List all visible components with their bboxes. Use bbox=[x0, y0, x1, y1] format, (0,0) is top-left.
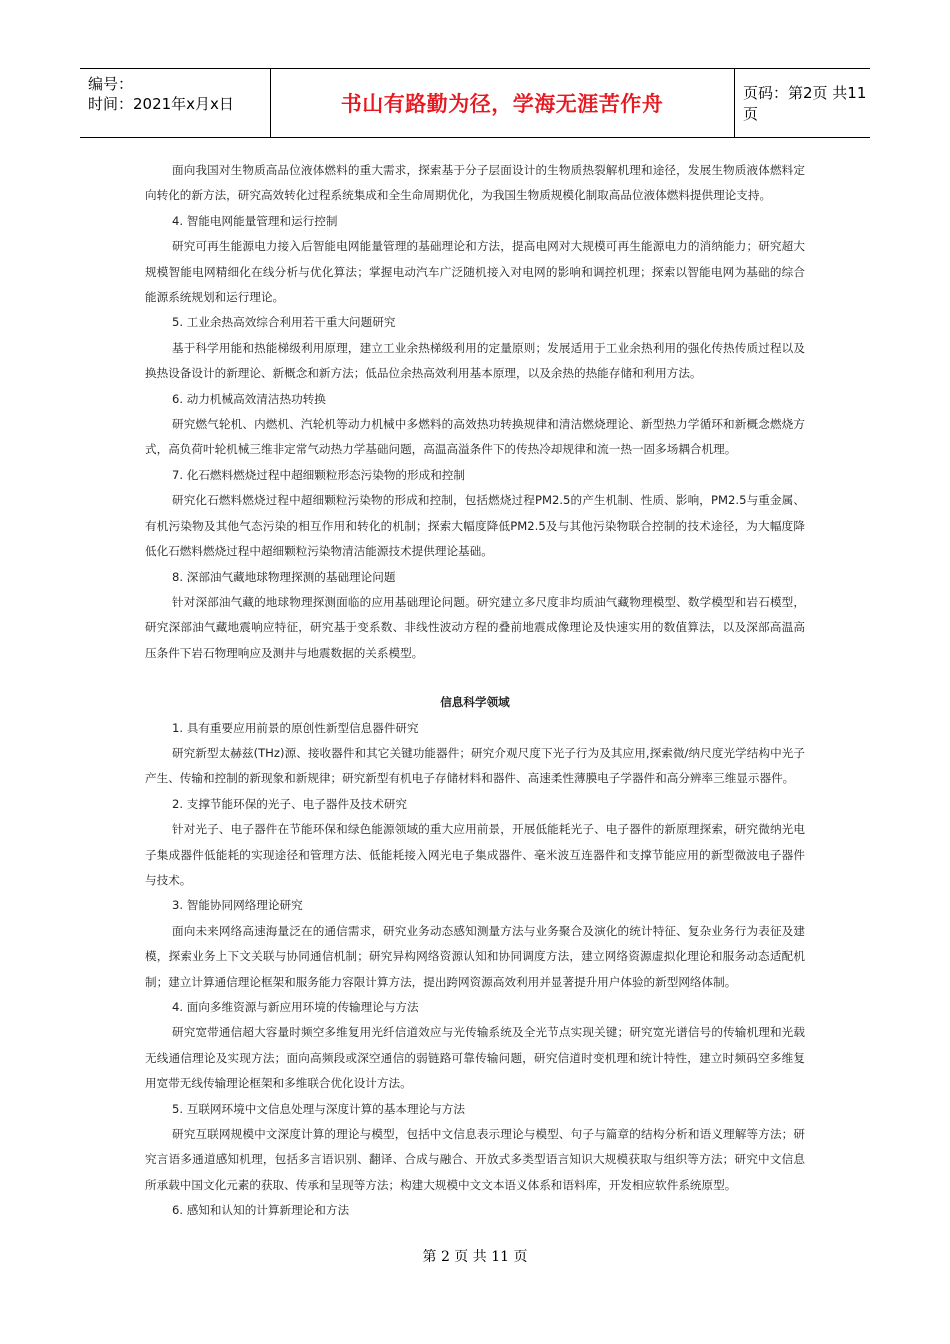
section-item-heading: 4. 面向多维资源与新应用环境的传输理论与方法 bbox=[172, 1000, 419, 1014]
body-paragraph: 研究可再生能源电力接入后智能电网能量管理的基础理论和方法，提高电网对大规模可再生能源电力的消纳能力；研究超大规模智能电网精细化在线分析与优化算法；掌握电动汽车广泛随机接入对电网的影响和调控机理；探索以智能电网为基础的综合能源系统规划和运行理论。 bbox=[145, 239, 805, 305]
header-motto: 书山有路勤为径，学海无涯苦作舟 bbox=[270, 69, 735, 137]
section-title: 信息科学领域 bbox=[440, 695, 510, 710]
document-date: 时间：2021年x月x日 bbox=[88, 95, 234, 113]
section-item-heading: 8. 深部油气藏地球物理探测的基础理论问题 bbox=[172, 569, 396, 584]
body-paragraph: 针对深部油气藏的地球物理探测面临的应用基础理论问题。研究建立多尺度非均质油气藏物理模型、数学模型和岩石模型，研究深部油气藏地震响应特征，研究基于变系数、非线性波动方程的叠前地震成像理论及快速实用的数值算法，以及深部高温高压条件下岩石物理响应及测井与地震数据的关系模型。 bbox=[145, 594, 805, 660]
document-body bbox=[145, 158, 805, 1224]
section-item-heading: 7. 化石燃料燃烧过程中超细颗粒形态污染物的形成和控制 bbox=[172, 467, 465, 482]
body-paragraph: 基于科学用能和热能梯级利用原理，建立工业余热梯级利用的定量原则；发展适用于工业余热利用的强化传热传质过程以及换热设备设计的新理论、新概念和新方法；低品位余热高效利用基本原理，以及余热的热能存储和利用方法。 bbox=[145, 340, 805, 381]
page-footer: 第 2 页 共 11 页 bbox=[422, 1249, 528, 1265]
section-item-heading: 6. 动力机械高效清洁热功转换 bbox=[172, 391, 326, 406]
body-paragraph: 针对光子、电子器件在节能环保和绿色能源领域的重大应用前景，开展低能耗光子、电子器件的新原理探索，研究微纳光电子集成器件低能耗的实现途径和管理方法、低能耗接入网光电子集成器件、毫米波互连器件和支撑节能应用的新型微波电子器件与技术。 bbox=[145, 822, 805, 887]
header-meta bbox=[80, 69, 271, 137]
body-paragraph: 研究互联网规模中文深度计算的理论与模型，包括中文信息表示理论与模型、句子与篇章的结构分析和语义理解等方法；研究言语多通道感知机理，包括多言语识别、翻译、合成与融合、开放式多类型语言知识大规模获取与组织等方法；研究中文信息所承载中国文化元素的获取、传承和呈现等方法；构建大规模中文文本语义体系和语料库，开发相应软件系统原型。 bbox=[145, 1127, 805, 1192]
section-item-heading: 5. 工业余热高效综合利用若干重大问题研究 bbox=[172, 315, 396, 330]
document-number: 编号： bbox=[88, 75, 134, 93]
section-item-heading: 1. 具有重要应用前景的原创性新型信息器件研究 bbox=[172, 720, 419, 735]
body-paragraph: 研究宽带通信超大容量时频空多维复用光纤信道效应与光传输系统及全光节点实现关键；研究宽光谱信号的传输机理和光载无线通信理论及实现方法；面向高频段或深空通信的弱链路可靠传输问题，研究信道时变机理和统计特性，建立时频码空多维复用宽带无线传输理论框架和多维联合优化设计方法。 bbox=[145, 1025, 805, 1091]
page-header bbox=[80, 68, 870, 138]
section-item-heading: 3. 智能协同网络理论研究 bbox=[172, 898, 303, 913]
body-paragraph: 研究新型太赫兹(THz)源、接收器件和其它关键功能器件；研究介观尺度下光子行为及其应用,探索微/纳尺度光学结构中光子产生、传输和控制的新现象和新规律；研究新型有机电子存储材料和器件、高速柔性薄膜电子学器件和高分辨率三维显示器件。 bbox=[145, 745, 805, 786]
section-item-heading: 6. 感知和认知的计算新理论和方法 bbox=[172, 1203, 350, 1218]
section-item-heading: 4. 智能电网能量管理和运行控制 bbox=[172, 213, 338, 228]
header-page-indicator: 页码：第2页 共11页 bbox=[743, 84, 867, 123]
body-paragraph: 面向未来网络高速海量泛在的通信需求，研究业务动态感知测量方法与业务聚合及演化的统计特征、复杂业务行为表征及建模，探索业务上下文关联与协同通信机制；研究异构网络资源认知和协同调度方法，建立网络资源虚拟化理论和服务动态适配机制；建立计算通信理论框架和服务能力容限计算方法，提出跨网资源高效利用并显著提升用户体验的新型网络体制。 bbox=[145, 923, 805, 989]
body-paragraph: 面向我国对生物质高品位液体燃料的重大需求，探索基于分子层面设计的生物质热裂解机理和途径，发展生物质液体燃料定向转化的新方法，研究高效转化过程系统集成和全生命周期优化，为我国生物质规模化制取高品位液体燃料提供理论支持。 bbox=[145, 163, 805, 203]
section-item-heading: 5. 互联网环境中文信息处理与深度计算的基本理论与方法 bbox=[172, 1101, 465, 1116]
body-paragraph: 研究燃气轮机、内燃机、汽轮机等动力机械中多燃料的高效热功转换规律和清洁燃烧理论、新型热力学循环和新概念燃烧方式，高负荷叶轮机械三维非定常气动热力学基础问题，高温高溢条件下的传热冷却规律和流一热一固多场耦合机理。 bbox=[145, 417, 805, 457]
section-item-heading: 2. 支撑节能环保的光子、电子器件及技术研究 bbox=[172, 796, 408, 811]
body-paragraph: 研究化石燃料燃烧过程中超细颗粒污染物的形成和控制，包括燃烧过程PM2.5的产生机制、性质、影响，PM2.5与重金属、有机污染物及其他气态污染的相互作用和转化的机制；探索大幅度降低PM2.5及与其他污染物联合控制的技术途径，为大幅度降低化石燃料燃烧过程中超细颗粒污染物清洁能源技术提供理论基础。 bbox=[145, 493, 805, 559]
